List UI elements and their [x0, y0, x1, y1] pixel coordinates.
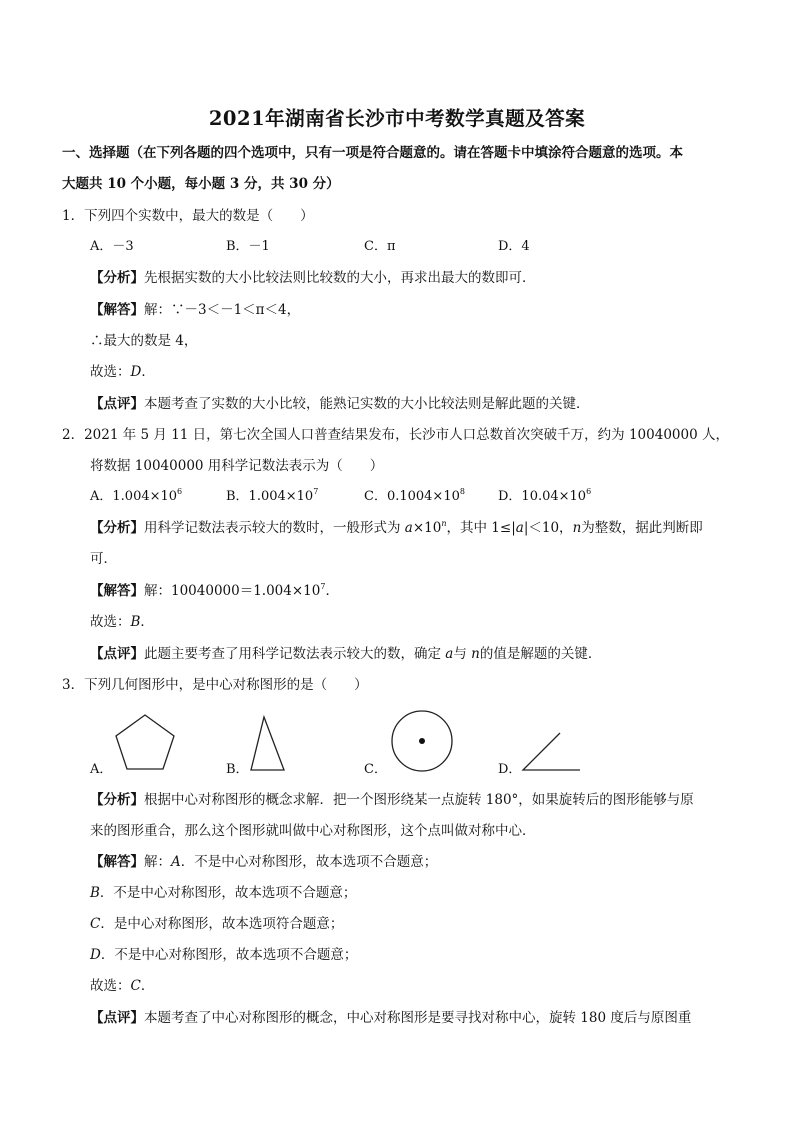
answer-text: ．是中心对称图形，故本选项符合题意；	[100, 916, 344, 932]
q3-option-a: A．	[90, 762, 113, 777]
option-text: D．10.04×10	[498, 489, 587, 504]
pentagon-figure	[112, 712, 178, 772]
q3-comment	[90, 1008, 691, 1028]
analysis-text: ，其中 1≤|	[446, 520, 516, 536]
comment-tag: 【点评】	[90, 396, 144, 412]
q1-option-a: A．－3	[90, 239, 134, 254]
answer-tag: 【解答】	[90, 583, 144, 599]
q2-option-a	[90, 487, 182, 507]
q1-option-d: D．4	[498, 239, 530, 254]
q1-therefore: ∴最大的数是 4，	[90, 333, 198, 349]
answer-text: ．不是中心对称图形，故本选项不合题意；	[100, 947, 358, 963]
comment-text: 本题考查了中心对称图形的概念，中心对称图形是要寻找对称中心，旋转 180 度后与原图重	[144, 1010, 692, 1026]
choice-prefix: 故选：	[90, 614, 131, 630]
option-text: B．1.004×10	[226, 489, 314, 504]
var-a: a	[515, 520, 524, 536]
option-text: C．0.1004×10	[364, 489, 460, 504]
q1-comment	[90, 394, 590, 414]
q3-analysis-line2: 来的图形重合，那么这个图形就叫做中心对称图形，这个点叫做对称中心．	[90, 823, 536, 839]
q2-stem-line2: 将数据 10040000 用科学记数法表示为（ ）	[90, 458, 384, 474]
comment-text: 本题考查了实数的大小比较，能熟记实数的大小比较法则是解此题的关键．	[144, 396, 590, 412]
choice-suffix: ．	[140, 978, 155, 994]
comment-text: 此题主要考查了用科学记数法表示较大的数，确定	[144, 646, 446, 662]
option-letter: D	[90, 947, 101, 963]
option-letter: A	[171, 854, 181, 870]
angle-figure	[520, 730, 582, 772]
option-text: A．1.004×10	[90, 489, 178, 504]
comment-text: 的值是解题的关键．	[479, 646, 602, 662]
answer-text: 解：	[144, 854, 171, 870]
analysis-text: 根据中心对称图形的概念求解．把一个图形绕某一点旋转 180°，如果旋转后的图形能够与原	[144, 792, 694, 808]
option-exponent: 6	[586, 487, 592, 496]
option-letter: B	[90, 885, 100, 901]
q3-analysis	[90, 790, 694, 810]
answer-exponent: 7	[320, 582, 326, 591]
q2-option-b	[226, 487, 318, 507]
q2-option-d	[498, 487, 591, 507]
analysis-text: 用科学记数法表示较大的数时，一般形式为	[144, 520, 405, 536]
analysis-text: ×10	[412, 520, 442, 536]
q3-answer-d	[90, 945, 357, 965]
q2-analysis	[90, 518, 703, 538]
answer-text: 解：10040000＝1.004×10	[144, 583, 321, 599]
comment-tag: 【点评】	[90, 646, 144, 662]
q2-option-c	[364, 487, 465, 507]
answer-text: ．不是中心对称图形，故本选项不合题意；	[180, 854, 438, 870]
q1-option-b: B．－1	[226, 239, 270, 254]
analysis-tag: 【分析】	[90, 520, 144, 536]
q2-analysis-line2: 可．	[90, 551, 117, 567]
analysis-tag: 【分析】	[90, 792, 144, 808]
q3-answer-c	[90, 914, 343, 934]
q3-answer	[90, 852, 437, 872]
answer-text: ．不是中心对称图形，故本选项不合题意；	[99, 885, 357, 901]
triangle-figure	[248, 714, 288, 772]
var-n: n	[441, 519, 447, 528]
choice-prefix: 故选：	[90, 978, 131, 994]
var-a: a	[445, 646, 454, 662]
var-n: n	[471, 646, 480, 662]
q1-answer	[90, 300, 300, 320]
analysis-tag: 【分析】	[90, 270, 144, 286]
q1-analysis	[90, 268, 536, 288]
q1-stem: 1．下列四个实数中，最大的数是（ ）	[62, 208, 314, 224]
q3-stem: 3．下列几何图形中，是中心对称图形的是（ ）	[62, 677, 368, 693]
choice-suffix: ．	[141, 364, 155, 380]
q2-choice	[90, 612, 154, 632]
choice-suffix: ．	[140, 614, 154, 630]
answer-end: ．	[325, 583, 339, 599]
section-heading-line1: 一、选择题（在下列各题的四个选项中，只有一项是符合题意的。请在答题卡中填涂符合题意的选项。本	[62, 145, 683, 161]
analysis-text: |＜10，	[523, 520, 573, 536]
q2-comment	[90, 644, 601, 664]
option-letter: C	[90, 916, 101, 932]
analysis-text: 为整数，据此判断即	[581, 520, 703, 536]
var-a: a	[404, 520, 413, 536]
q3-option-b: B．	[226, 762, 249, 777]
q1-option-c: C．π	[364, 239, 396, 254]
q1-choice	[90, 362, 155, 382]
q2-answer	[90, 581, 339, 601]
option-exponent: 8	[459, 487, 465, 496]
var-n: n	[572, 520, 582, 536]
option-exponent: 7	[313, 487, 319, 496]
analysis-text: 先根据实数的大小比较法则比较数的大小，再求出最大的数即可．	[144, 270, 536, 286]
choice-prefix: 故选：	[90, 364, 131, 380]
choice-letter: B	[130, 614, 141, 630]
q2-stem-line1: 2．2021 年 5 月 11 日，第七次全国人口普查结果发布，长沙市人口总数首次突破千万，约为 10040000 人，	[62, 427, 729, 443]
option-exponent: 6	[177, 487, 183, 496]
page-title: 2021年湖南省长沙市中考数学真题及答案	[208, 107, 586, 130]
comment-tag: 【点评】	[90, 1010, 144, 1026]
answer-text: 解：∵－3＜－1＜π＜4，	[144, 302, 301, 318]
choice-letter: C	[130, 978, 141, 994]
q3-option-d: D．	[498, 762, 522, 777]
choice-letter: D	[130, 364, 142, 380]
q3-choice	[90, 976, 154, 996]
section-heading-line2: 大题共 10 个小题，每小题 3 分，共 30 分）	[62, 176, 340, 192]
answer-tag: 【解答】	[90, 854, 144, 870]
q3-answer-b	[90, 883, 356, 903]
circle-with-center-figure	[389, 708, 455, 774]
q3-option-c: C．	[364, 762, 387, 777]
answer-tag: 【解答】	[90, 302, 144, 318]
comment-text: 与	[453, 646, 472, 662]
